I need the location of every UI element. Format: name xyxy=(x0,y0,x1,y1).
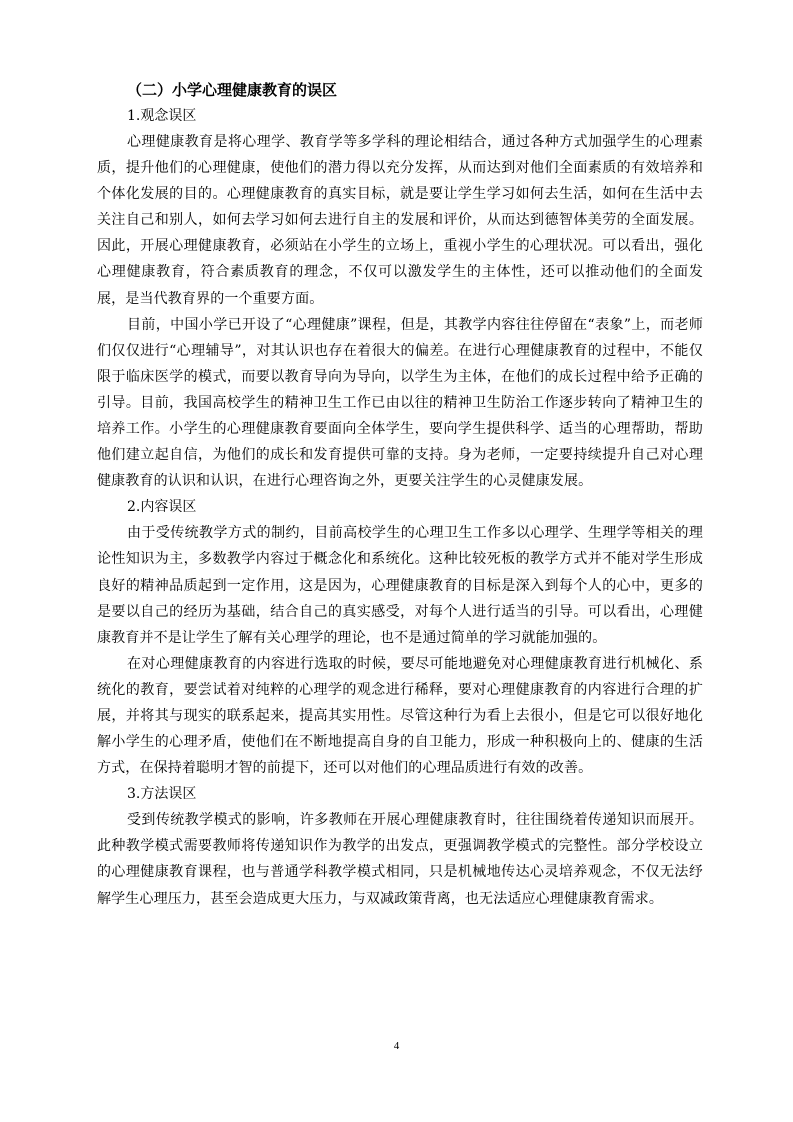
page-number: 4 xyxy=(393,1040,400,1052)
subsection-title-concept: 1.观念误区 xyxy=(127,108,197,124)
paragraph: 目前，中国小学已开设了“心理健康”课程，但是，其教学内容往往停留在“表象”上，而老师们仅仅进行“心理辅导”，对其认识也存在着很大的偏差。在进行心理健康教育的过程中，不能仅限于临床医学的模式，而要以教育导向为导向，以学生为主体，在他们的成长过程中给予正确的引导。目前，我国高校学生的精神卫生工作已由以往的精神卫生防治工作逐步转向了精神卫生的培养工作。小学生的心理健康教育要面向全体学生，要向学生提供科学、适当的心理帮助，帮助他们建立起自信，为他们的成长和发育提供可靠的支持。身为老师，一定要持续提升自己对心理健康教育的认识和认识，在进行心理咨询之外，更要关注学生的心灵健康发展。 xyxy=(97,316,703,490)
subsection-title-method: 3.方法误区 xyxy=(127,786,197,803)
paragraph: 心理健康教育是将心理学、教育学等多学科的理论相结合，通过各种方式加强学生的心理素质，提升他们的心理健康，使他们的潜力得以充分发挥，从而达到对他们全面素质的有效培养和个体化发展的目的。心理健康教育的真实目标，就是要让学生学习如何去生活，如何在生活中去关注自己和别人，如何去学习如何去进行自主的发展和评价，从而达到德智体美劳的全面发展。因此，开展心理健康教育，必须站在小学生的立场上，重视小学生的心理状况。可以看出，强化心理健康教育，符合素质教育的理念，不仅可以激发学生的主体性，还可以推动他们的全面发展，是当代教育界的一个重要方面。 xyxy=(97,134,703,307)
paragraph: 受到传统教学模式的影响，许多教师在开展心理健康教育时，往往围绕着传递知识而展开。此种教学模式需要教师将传递知识作为教学的出发点，更强调教学模式的完整性。部分学校设立的心理健康教育课程，也与普通学科教学模式相同，只是机械地传达心灵培养观念，不仅无法纾解学生心理压力，甚至会造成更大压力，与双减政策背离，也无法适应心理健康教育需求。 xyxy=(97,812,703,907)
paragraph: 由于受传统教学方式的制约，目前高校学生的心理卫生工作多以心理学、生理学等相关的理论性知识为主，多数教学内容过于概念化和系统化。这种比较死板的教学方式并不能对学生形成良好的精神品质起到一定作用，这是因为，心理健康教育的目标是深入到每个人的心中，更多的是要以自己的经历为基础，结合自己的真实感受，对每个人进行适当的引导。可以看出，心理健康教育并不是让学生了解有关心理学的理论，也不是通过简单的学习就能加强的。 xyxy=(97,525,703,646)
document-body xyxy=(97,79,703,912)
section-heading: （二）小学心理健康教育的误区 xyxy=(127,81,338,99)
paragraph: 在对心理健康教育的内容进行选取的时候，要尽可能地避免对心理健康教育进行机械化、系统化的教育，要尝试着对纯粹的心理学的观念进行稀释，要对心理健康教育的内容进行合理的扩展，并将其与现实的联系起来，提高其实用性。尽管这种行为看上去很小，但是它可以很好地化解小学生的心理矛盾，使他们在不断地提高自身的自卫能力，形成一种积极向上的、健康的生活方式，在保持着聪明才智的前提下，还可以对他们的心理品质进行有效的改善。 xyxy=(97,655,703,777)
subsection-title-content: 2.内容误区 xyxy=(127,499,197,516)
